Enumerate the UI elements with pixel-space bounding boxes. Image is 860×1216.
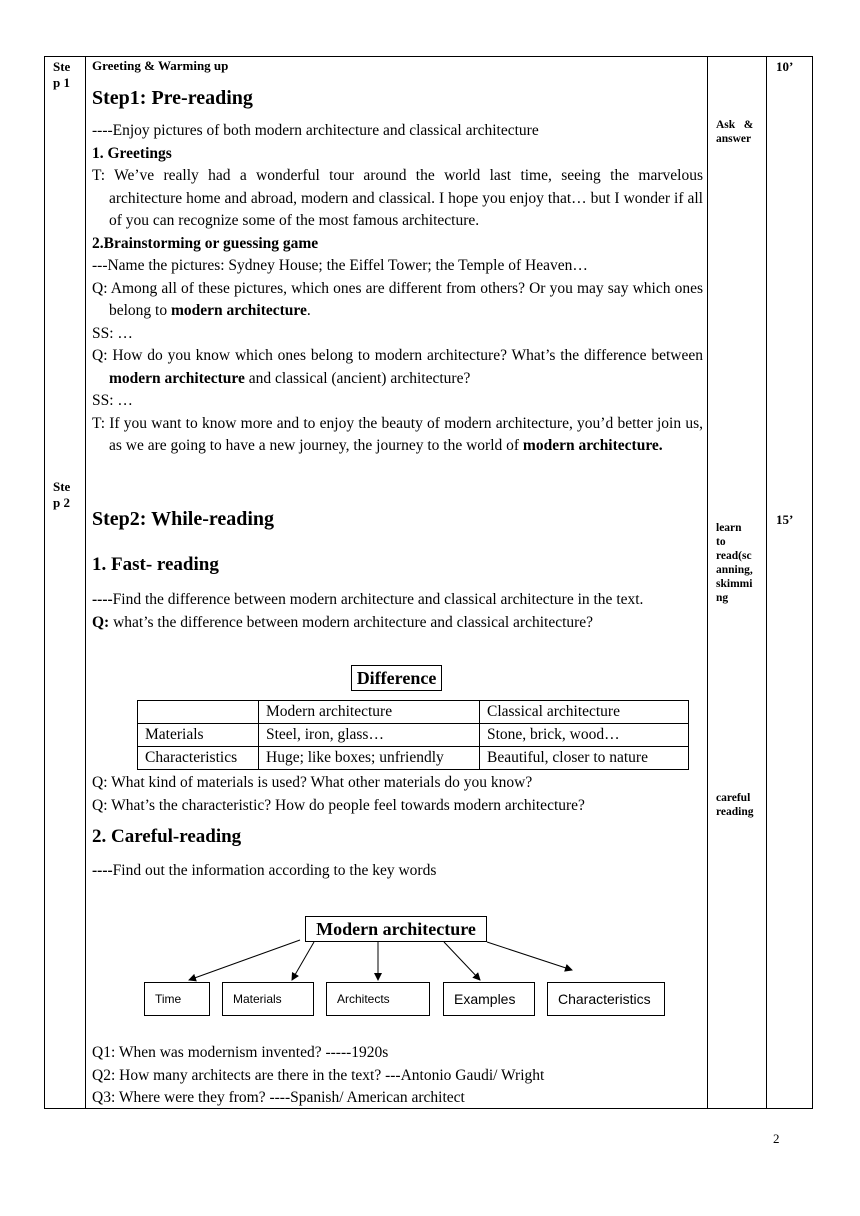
table-cell: Materials — [138, 724, 259, 747]
time-step1: 10’ — [776, 59, 794, 74]
question-1: Q: Among all of these pictures, which ones are different from others? Or you may say which ones belong to modern architecture. — [92, 279, 703, 319]
careful-questions — [92, 1042, 703, 1110]
page-number: 2 — [773, 1131, 780, 1146]
arrow-to-time — [189, 940, 300, 980]
mindmap-box-architects: Architects — [326, 982, 430, 1016]
teacher-line-1: T: We’ve really had a wonderful tour around the world last time, seeing the marvelous architecture home and abroad, modern and classical. I hope you enjoy that… but I wonder if all of you can recognize some of the most famous architecture. — [92, 167, 703, 229]
students-answer-1: SS: … — [92, 324, 133, 342]
question-q2: Q2: How many architects are there in the text? ---Antonio Gaudi/ Wright — [92, 1066, 545, 1084]
time-step2: 15’ — [776, 512, 794, 527]
mindmap-box-characteristics: Characteristics — [547, 982, 665, 1016]
table-cell: Classical architecture — [480, 701, 689, 724]
learn-to-read-note: learn to read(sc anning, skimmi ng — [716, 522, 753, 604]
characteristic-question: Q: What’s the characteristic? How do people feel towards modern architecture? — [92, 796, 585, 814]
fast-reading-question: Q: what’s the difference between modern architecture and classical architecture? — [92, 613, 594, 631]
table-cell: Characteristics — [138, 747, 259, 770]
mindmap-box-time: Time — [144, 982, 210, 1016]
step2-label: Ste p 2 — [53, 479, 71, 510]
step1-label: Ste p 1 — [53, 59, 71, 90]
name-pictures: ---Name the pictures: Sydney House; the Eiffel Tower; the Temple of Heaven… — [92, 257, 588, 274]
arrow-to-materials — [292, 942, 314, 980]
materials-question: Q: What kind of materials is used? What other materials do you know? — [92, 774, 533, 791]
difference-title: Difference — [351, 665, 442, 691]
ask-answer-note: Ask & answer — [716, 119, 754, 145]
question-q3: Q3: Where were they from? ----Spanish/ American architect — [92, 1089, 465, 1106]
brainstorm-heading: 2.Brainstorming or guessing game — [92, 234, 319, 252]
greetings-heading: 1. Greetings — [92, 144, 172, 162]
fast-reading-task: ----Find the difference between modern architecture and classical architecture in the text. — [92, 591, 644, 608]
arrow-to-characteristics — [487, 942, 572, 970]
greeting-header: Greeting & Warming up — [92, 58, 229, 73]
step2-title: Step2: While-reading — [92, 508, 275, 530]
fast-reading-heading: 1. Fast- reading — [92, 554, 219, 575]
teacher-line-2: T: If you want to know more and to enjoy the beauty of modern architecture, you’d better join us, as we are going to have a new journey, the journey to the world of modern architecture. — [92, 414, 703, 454]
table-cell: Beautiful, closer to nature — [480, 747, 689, 770]
table-cell: Stone, brick, wood… — [480, 724, 689, 747]
mindmap-box-examples: Examples — [443, 982, 535, 1016]
table-cell: Modern architecture — [259, 701, 480, 724]
arrow-to-examples — [444, 942, 480, 980]
students-answer-2: SS: … — [92, 392, 133, 409]
mindmap-title: Modern architecture — [305, 916, 487, 942]
question-q1: Q1: When was modernism invented? -----1920s — [92, 1044, 389, 1061]
mindmap-box-materials: Materials — [222, 982, 314, 1016]
pre-intro: ----Enjoy pictures of both modern architecture and classical architecture — [92, 122, 539, 139]
question-2: Q: How do you know which ones belong to modern architecture? What’s the difference between modern architecture and classical (ancient) architecture? — [92, 347, 703, 387]
careful-reading-task: ----Find out the information according to the key words — [92, 862, 437, 879]
careful-reading-heading: 2. Careful-reading — [92, 826, 242, 847]
table-cell: Steel, iron, glass… — [259, 724, 480, 747]
step1-title: Step1: Pre-reading — [92, 87, 253, 109]
careful-reading-note: careful reading — [716, 792, 754, 818]
table-cell: Huge; like boxes; unfriendly — [259, 747, 480, 770]
